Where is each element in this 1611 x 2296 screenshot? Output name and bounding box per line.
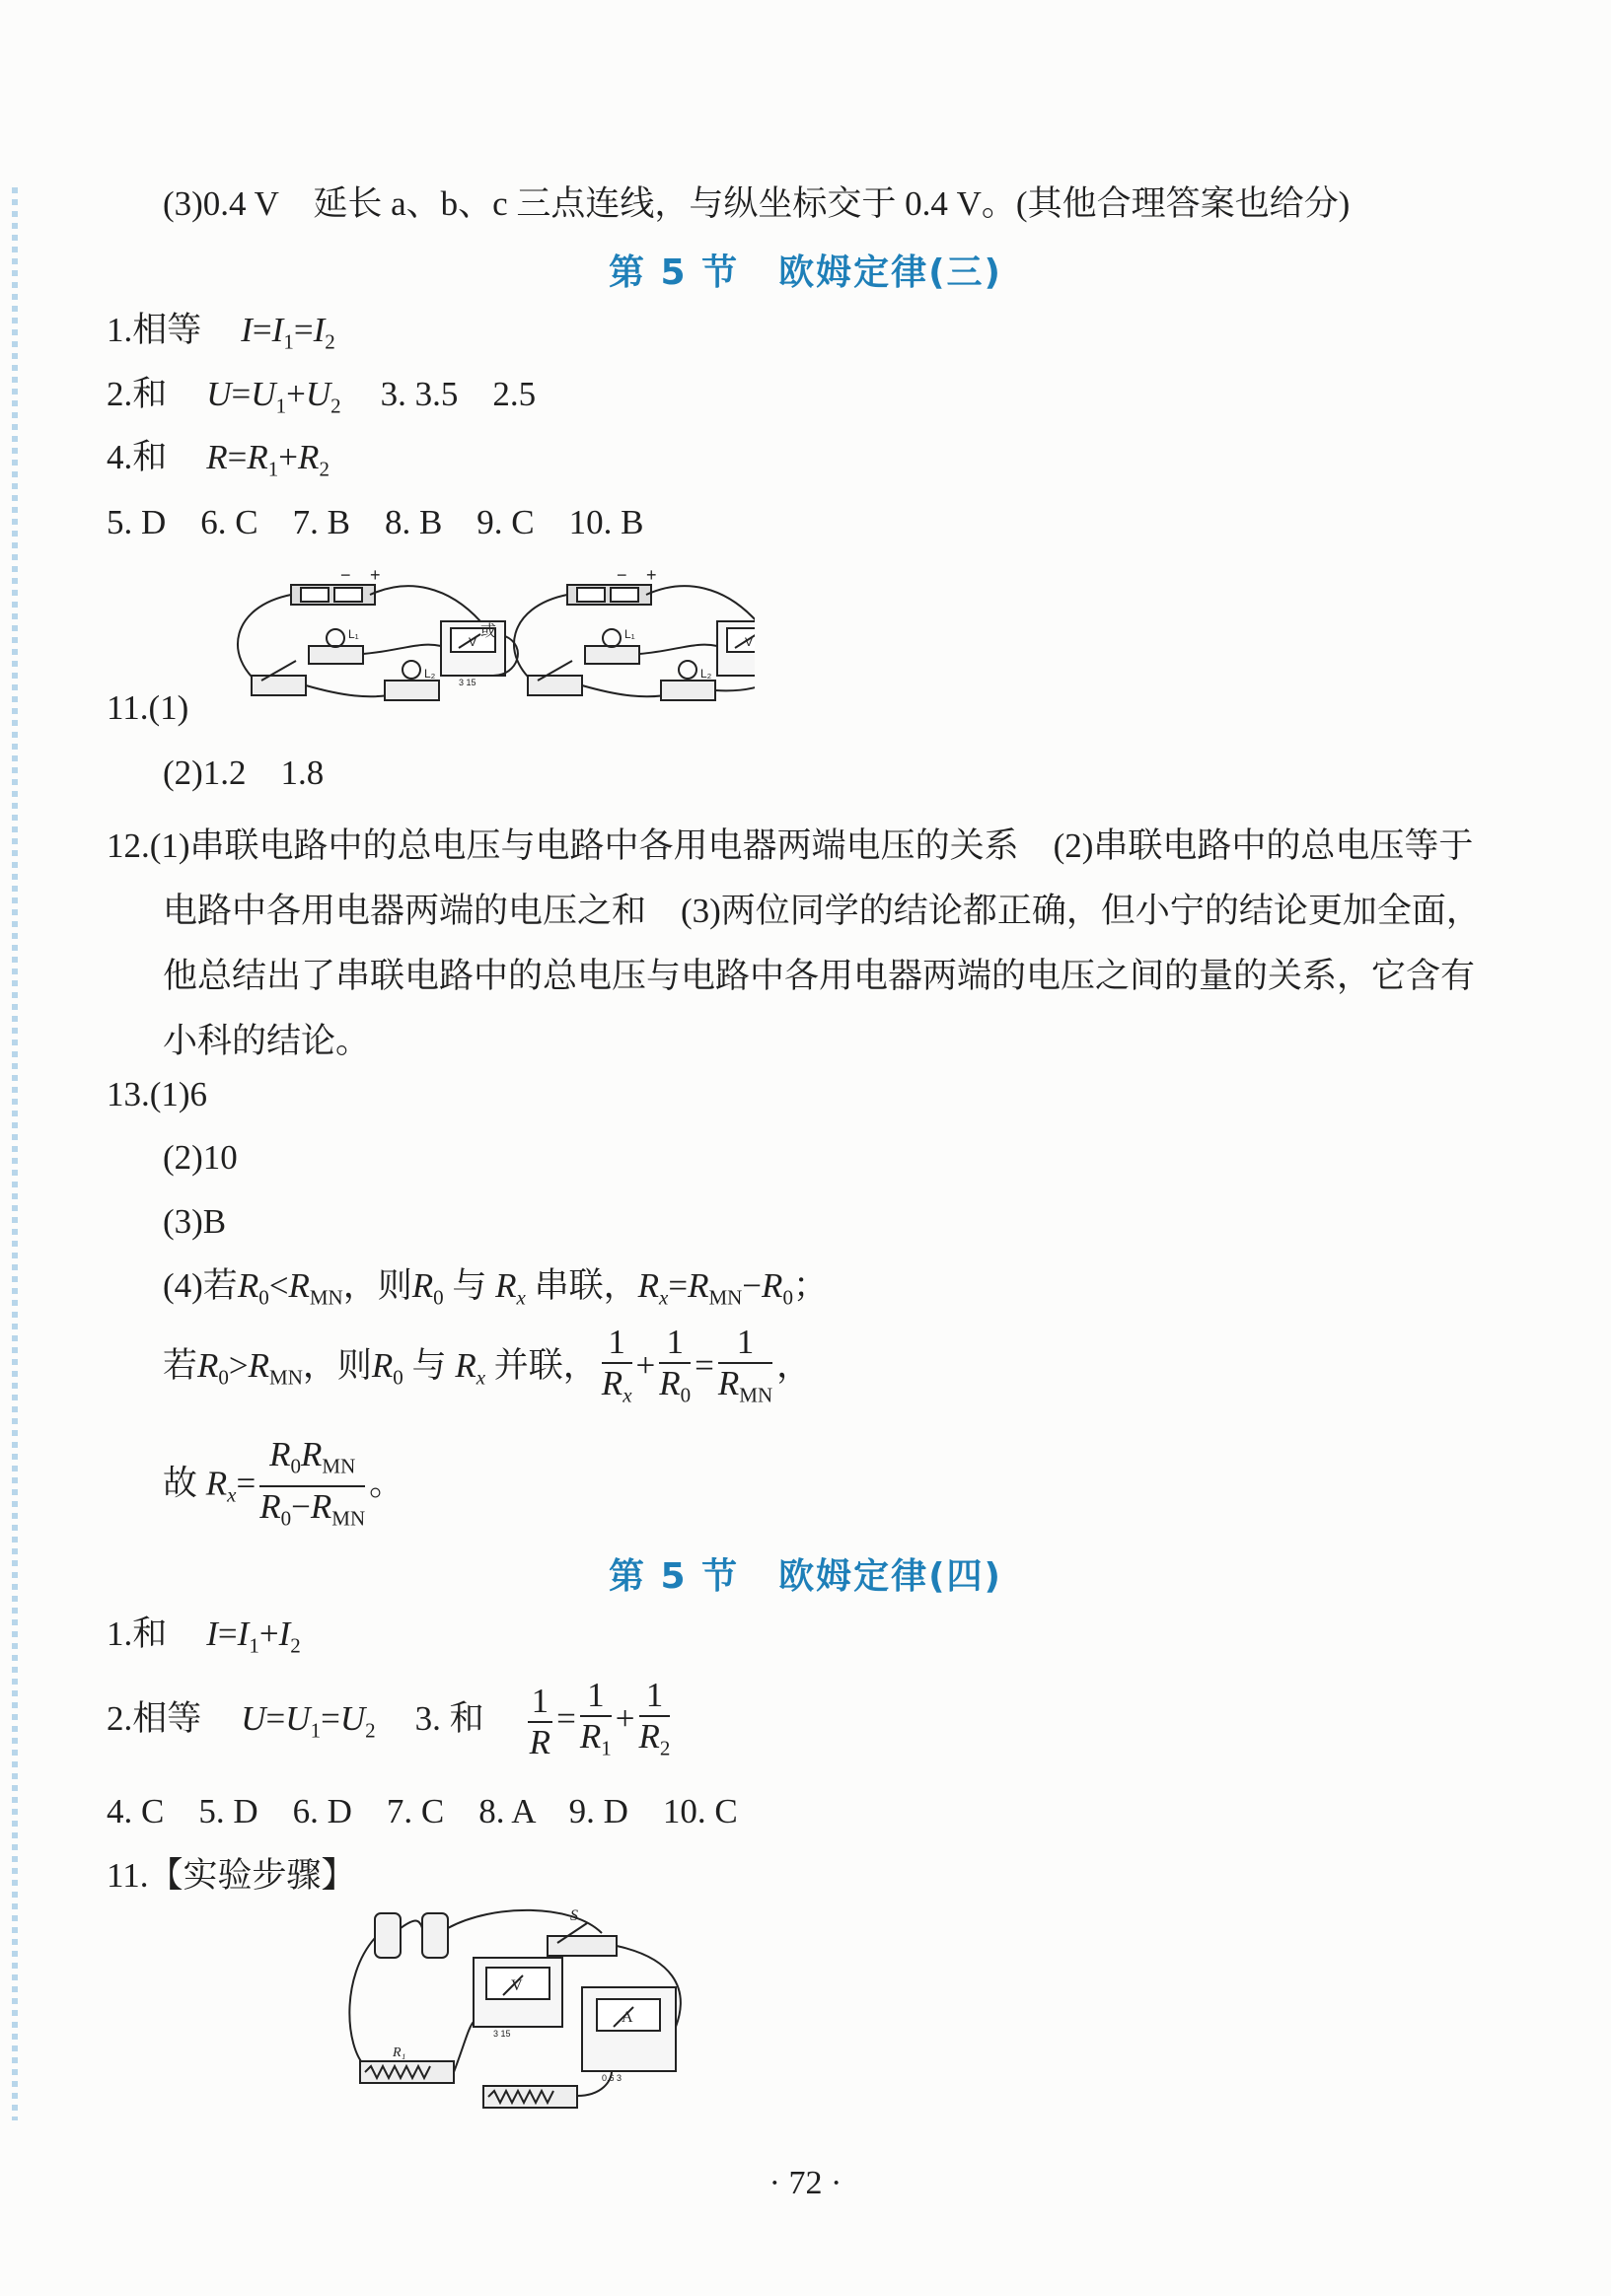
answer-13-2: (2)10 — [163, 1138, 238, 1177]
section-heading-2 — [0, 1548, 1611, 1599]
answer-4: 4.和 $R=R_1+R_2$ — [107, 438, 330, 481]
circuit-right — [514, 585, 755, 700]
voltmeter-label: V — [469, 635, 477, 649]
answer-line-3-top: (3)0.4 V 延长 a、b、c 三点连线，与纵坐标交于 0.4 V。(其他合理答案也给分) — [163, 184, 1351, 223]
answer-11-1: 11.(1) — [107, 688, 189, 727]
answer-12: 12.(1)串联电路中的总电压与电路中各用电器两端电压的关系 (2)串联电路中的总电压等于电路中各用电器两端的电压之和 (3)两位同学的结论都正确，但小宁的结论更加全面，他总结出了串联电路中的总电压与电路中各用电器两端的电压之间的量的关系，它含有小科的结论。 — [107, 826, 1481, 1060]
page-number: · 72 · — [769, 2165, 842, 2201]
svg-text:+: + — [646, 567, 657, 585]
section-heading-1 — [0, 245, 1611, 295]
lamp-label-l1: L₁ — [348, 627, 359, 641]
section-title: 欧姆定律(三) — [778, 252, 1003, 293]
battery-plus: + — [370, 567, 381, 585]
answer-p4-10: 4. C 5. D 6. D 7. C 8. A 9. D 10. C — [107, 1792, 738, 1830]
circuit-diagram-series — [222, 567, 755, 720]
answer-13-5: 若$R_0>R_{MN}$，则$R_0$ 与 $R_x$ 并联， $\frac{1}{R_x}$ + $\frac{1}{R_0}$ = $\frac{1}{R_{MN}}$ ， — [163, 1323, 812, 1407]
section-number: 第 5 节 — [608, 1556, 740, 1597]
answer-5-10: 5. D 6. C 7. B 8. B 9. C 10. B — [107, 503, 644, 541]
formula: I — [241, 311, 253, 349]
svg-text:L₁: L₁ — [624, 627, 635, 641]
ammeter-scale: 0.6 3 — [602, 2073, 622, 2083]
section-number: 第 5 节 — [608, 252, 740, 293]
answer-p2-3: 2.相等 $U=U_1=U_2$ 3. 和 $\frac{1}{R}$ = $\frac{1}{R_1}$ + $\frac{1}{R_2}$ — [107, 1676, 671, 1761]
svg-text:L₂: L₂ — [700, 667, 712, 681]
answer-p1: 1.和 $I=I_1+I_2$ — [107, 1614, 301, 1658]
answer-13-1: 13.(1)6 — [107, 1075, 208, 1113]
section-title: 欧姆定律(四) — [778, 1556, 1003, 1597]
circuit-diagram-parallel — [345, 1899, 700, 2116]
answer-13-3: (3)B — [163, 1202, 227, 1241]
switch-label: S — [570, 1907, 578, 1924]
answer-11-2: (2)1.2 1.8 — [163, 753, 325, 792]
answer-13-6: 故 $R_x=$ $\frac{R_0R_{MN}}{R_0-R_{MN}}$ 。 — [163, 1435, 404, 1531]
answer-1: 1.相等 $I=I_1=I_2$ — [107, 311, 335, 354]
resistor-label: R₁ — [393, 2045, 406, 2060]
voltmeter-scale: 3 15 — [459, 678, 476, 687]
answer-2-3: 2.和 $U=U_1+U_2$ 3. 3.5 2.5 — [107, 375, 537, 418]
or-label: 或 — [480, 621, 497, 640]
svg-text:−: − — [617, 567, 627, 585]
voltmeter-scale: 3 15 — [493, 2029, 511, 2039]
battery-minus: − — [340, 567, 351, 585]
answer-p11-label: 11.【实验步骤】 — [107, 1856, 356, 1895]
svg-text:V: V — [745, 635, 754, 649]
answer-13-4: (4)若$R_0<R_{MN}$，则$R_0$ 与 $R_x$ 串联，$R_x=R_{MN}-R_0$； — [163, 1266, 828, 1310]
margin-decoration — [12, 187, 18, 2120]
voltmeter-label: V — [511, 1977, 523, 1994]
ammeter-label: A — [622, 2009, 633, 2026]
lamp-label-l2: L₂ — [424, 667, 436, 681]
